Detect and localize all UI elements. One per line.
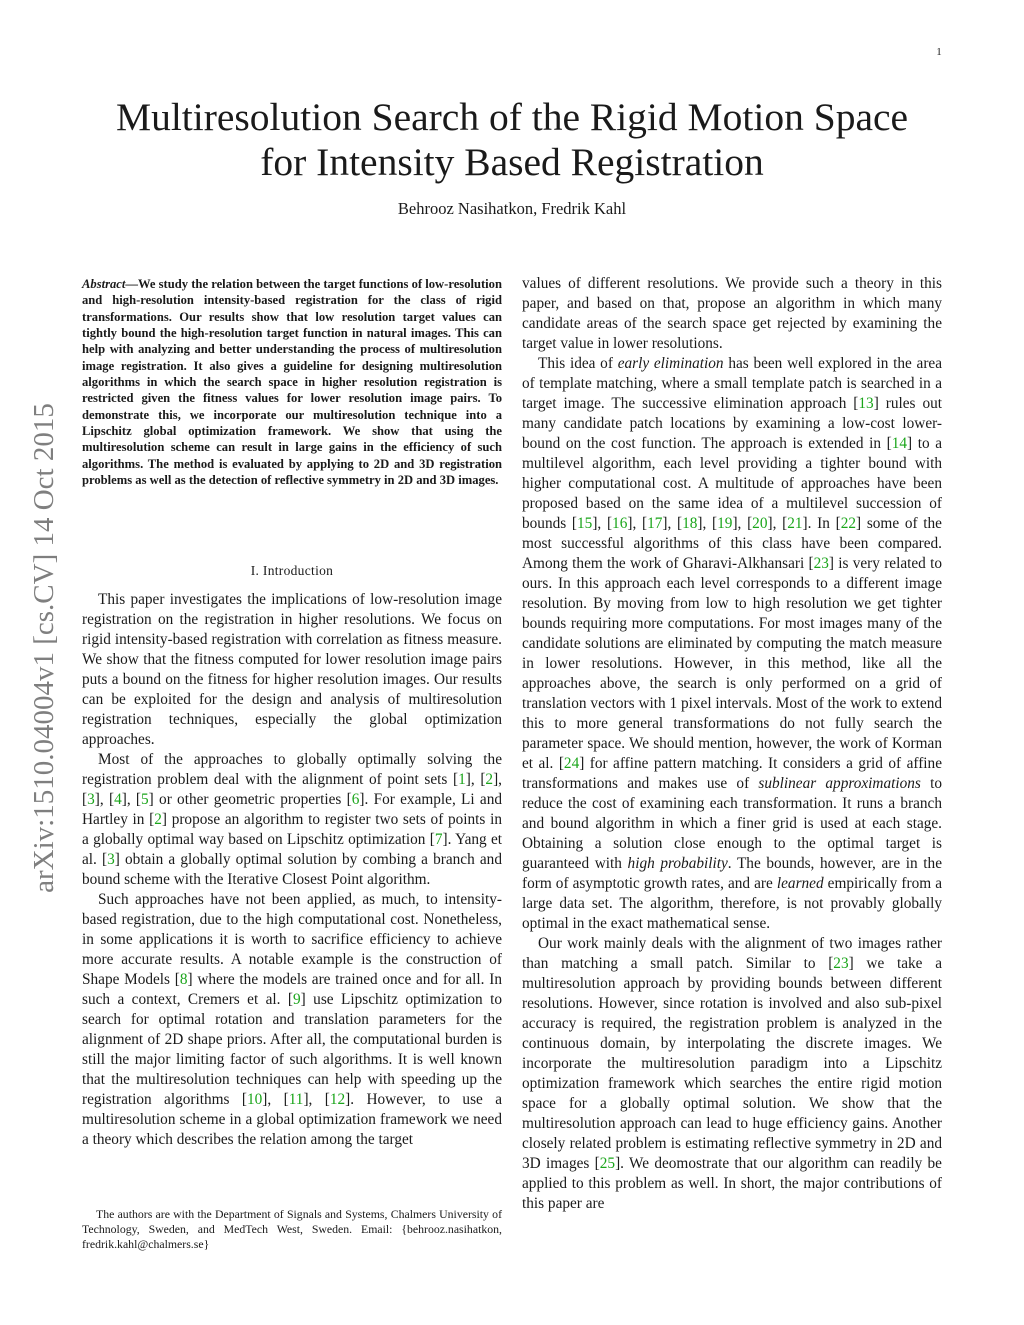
title-line: for Intensity Based Registration	[260, 140, 764, 184]
citation-link[interactable]: 7	[434, 831, 443, 848]
body-text: ]. In [	[802, 515, 841, 532]
body-text: ] rules out many candidate patch locations by examining a low-cost lower-bound on the cost function. The approach is extended in [	[522, 395, 942, 452]
body-text: ], [	[627, 515, 648, 532]
citation-link[interactable]: 1	[458, 771, 466, 788]
paper-title	[60, 95, 964, 185]
body-text: to reduce the cost of examining each transformation. It runs a branch and bound algorithm in which a finer grid is used at each stage. Obtaining a solution close enough to the optimal target is guaranteed with	[522, 775, 943, 872]
citation-link[interactable]: 21	[787, 515, 803, 532]
emphasized-text: early elimination	[617, 355, 724, 372]
body-text: ]. Yang et al. [	[82, 831, 503, 868]
abstract	[82, 276, 502, 488]
emphasized-text: high probability	[627, 855, 728, 872]
citation-link[interactable]: 10	[246, 1091, 263, 1108]
body-text: ], [	[465, 771, 486, 788]
body-text: ], [	[662, 515, 683, 532]
body-text: ]. We deomostrate that our algorithm can readily be applied to this problem as well. In short, the major contributions of this paper are	[522, 1155, 942, 1212]
citation-link[interactable]: 13	[858, 395, 874, 412]
body-paragraph	[82, 590, 502, 750]
body-text: This idea of	[538, 355, 618, 372]
body-text: ] use Lipschitz optimization to search for optimal rotation and translation parameters for the alignment of 2D shape priors. After all, the computational burden is still the major limiting factor of such algorithms. It is well known that the multiresolution techniques can help with speeding up the registration algorithms [	[82, 991, 502, 1108]
body-text: ], [	[82, 771, 502, 808]
citation-link[interactable]: 3	[87, 791, 95, 808]
body-text: ]. For example, Li and Hartley in [	[82, 791, 502, 828]
body-text: This paper investigates the implications of low-resolution image registration on the registration in higher resolutions. We focus on rigid intensity-based registration with correlation as fitness measure. We show that the fitness computed for lower resolution image pairs puts a bound on the fitness for higher resolution images. Our results can be exploited for the design and analysis of multiresolution registration techniques, especially the global optimization approaches.	[82, 591, 502, 748]
citation-link[interactable]: 9	[293, 991, 301, 1008]
body-text: values of different resolutions. We provide such a theory in this paper, and based on that, propose an algorithm in which many candidate areas of the search space get rejected by examining the target value in lower resolutions.	[522, 275, 942, 352]
citation-link[interactable]: 17	[647, 515, 663, 532]
page-number: 1	[936, 46, 942, 58]
body-text: ] to a multilevel algorithm, each level providing a tighter bound with higher computational cost. A multitude of approaches have been proposed based on the same idea of a multilevel succession of bounds [	[522, 435, 942, 532]
title-line: Multiresolution Search of the Rigid Motion Space	[115, 95, 909, 139]
citation-link[interactable]: 19	[717, 515, 733, 532]
body-text: ] or other geometric properties [	[148, 791, 352, 808]
citation-link[interactable]: 6	[351, 791, 360, 808]
citation-link[interactable]: 25	[599, 1155, 616, 1172]
citation-link[interactable]: 24	[563, 755, 580, 772]
left-column-body	[82, 590, 502, 1150]
abstract-label: Abstract	[82, 277, 126, 291]
body-text: ], [	[592, 515, 613, 532]
citation-link[interactable]: 16	[612, 515, 628, 532]
author-affiliation-footnote: The authors are with the Department of Signals and Systems, Chalmers University of Technology, Sweden, and MedTech West, Sweden. Email: {behrooz.nasihatkon, fredrik.kahl@chalmers.se}	[82, 1207, 502, 1251]
body-text: ]. However, to use a multiresolution scheme in a global optimization framework we need a theory which describes the relation among the target	[82, 1091, 503, 1148]
body-text: ] propose an algorithm to register two sets of points in a globally optimal way based on Lipschitz optimization [	[82, 811, 502, 848]
citation-link[interactable]: 5	[141, 791, 149, 808]
emphasized-text: sublinear approximations	[758, 775, 921, 792]
body-text: ] for affine pattern matching. It considers a grid of affine transformations and makes use of	[522, 755, 942, 792]
arxiv-identifier-stamp: arXiv:1510.04004v1 [cs.CV] 14 Oct 2015	[28, 403, 60, 893]
body-text: ], [	[732, 515, 753, 532]
body-paragraph	[82, 890, 502, 1150]
body-text: ], [	[94, 791, 115, 808]
citation-link[interactable]: 20	[752, 515, 768, 532]
citation-link[interactable]: 15	[577, 515, 593, 532]
citation-link[interactable]: 2	[485, 771, 494, 788]
right-column-body	[522, 274, 942, 1214]
body-text: Such approaches have not been applied, as much, to intensity-based registration, due to the high computational cost. Nonetheless, in some applications it is worth to sacrifice efficiency to achieve more accurate results. A notable example is the construction of Shape Models [	[82, 891, 502, 988]
abstract-text: —We study the relation between the target functions of low-resolution and high-resolution intensity-based registration for the class of rigid transformations. Our results show that low resolution target values can tightly bound the high-resolution target function in natural images. This can help with analyzing and better understanding the process of multiresolution image registration. It also gives a guideline for designing multiresolution algorithms in which the search space in higher resolution registration is restricted given the fitness values for lower resolution image pairs. To demonstrate this, we incorporate our multiresolution technique into a Lipschitz global optimization framework. We show that using the multiresolution scheme can result in large gains in the efficiency of such algorithms. The method is evaluated by applying to 2D and 3D registration problems as well as the detection of reflective symmetry in 2D and 3D images.	[82, 277, 502, 488]
citation-link[interactable]: 2	[154, 811, 162, 828]
body-paragraph	[522, 274, 942, 354]
citation-link[interactable]: 12	[329, 1091, 346, 1108]
citation-link[interactable]: 8	[179, 971, 188, 988]
body-text: ] where the models are trained once and for all. In such a context, Cremers et al. [	[82, 971, 502, 1008]
emphasized-text: learned	[776, 875, 824, 892]
citation-link[interactable]: 23	[833, 955, 849, 972]
body-paragraph	[522, 934, 942, 1214]
body-text: has been well explored in the area of template matching, where a small template patch is searched in a target image. The successive elimination approach [	[522, 355, 943, 412]
author-list: Behrooz Nasihatkon, Fredrik Kahl	[397, 199, 627, 218]
citation-link[interactable]: 4	[114, 791, 122, 808]
body-text: ], [	[121, 791, 142, 808]
body-text: ], [	[767, 515, 788, 532]
body-text: ] we take a multiresolution approach by providing bounds between different resolutions. However, since rotation is involved and also sub-pixel accuracy is required, the registration problem is analyzed in the continuous domain, by interpolating the discrete images. We incorporate the multiresolution paradigm into a Lipschitz optimization framework which searches the entire rigid motion space for a globally optimal solution. We show that the multiresolution approach can lead to huge efficiency gains. Another closely related problem is estimating reflective symmetry in 2D and 3D images [	[522, 955, 942, 1172]
citation-link[interactable]: 3	[107, 851, 115, 868]
body-text: ] some of the most successful algorithms of this class have been compared. Among them the work of Gharavi-Alkhansari [	[522, 515, 942, 572]
citation-link[interactable]: 14	[891, 435, 907, 452]
body-text: Our work mainly deals with the alignment of two images rather than matching a small patch. Similar to [	[522, 935, 942, 972]
citation-link[interactable]: 11	[288, 1091, 304, 1108]
body-text: ] obtain a globally optimal solution by combing a branch and bound scheme with the Iterative Closest Point algorithm.	[82, 851, 502, 888]
section-heading-introduction: I. Introduction	[250, 563, 334, 578]
citation-link[interactable]: 18	[682, 515, 698, 532]
body-text: empirically from a large data set. The algorithm, therefore, is not provably globally optimal in the exact mathematical sense.	[522, 875, 942, 932]
body-paragraph	[82, 750, 502, 890]
body-text: ], [	[303, 1091, 330, 1108]
body-paragraph	[522, 354, 942, 934]
citation-link[interactable]: 22	[840, 515, 856, 532]
body-text: ] is very related to ours. In this approach each level corresponds to a different image resolution. By moving from low to high resolution we get tighter bounds requiring more computations. For most images many of the candidate solutions are eliminated by computing the match measure in lower resolutions. However, in this method, like all the approaches above, the search is only performed on a grid of translation vectors with 1 pixel intervals. Most of the work to extend this to more general transformations do not fully search the parameter space. We should mention, however, the work of Korman et al. [	[522, 555, 942, 772]
body-text: ], [	[262, 1091, 289, 1108]
citation-link[interactable]: 23	[813, 555, 829, 572]
body-text: ], [	[697, 515, 718, 532]
body-text: Most of the approaches to globally optimally solving the registration problem deal with the alignment of point sets [	[82, 751, 502, 788]
body-text: . The bounds, however, are in the form of asymptotic growth rates, and are	[522, 855, 942, 892]
